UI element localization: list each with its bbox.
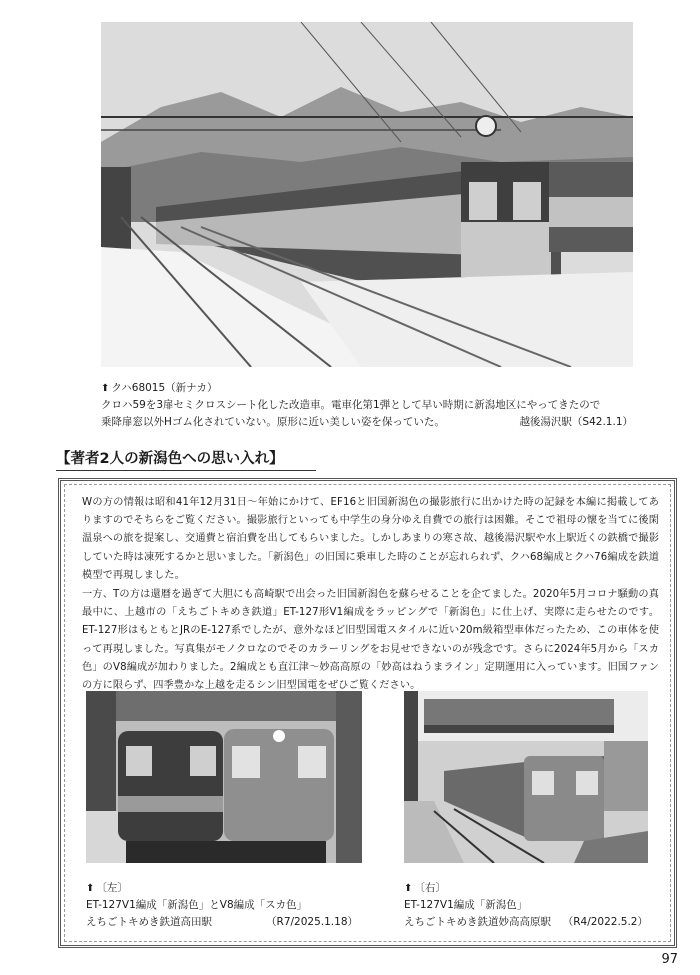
- essay-paragraph-1: Wの方の情報は昭和41年12月31日〜年始にかけて、EF16と旧国新潟色の撮影旅行に出かけた時の記録を本編に掲載してありますのでそちらをご覧ください。撮影旅行といっても中学生の身分ゆえ自費での旅行は困難。そこで祖母の懐を当てに後閑温泉への旅を提案し、交通費と宿泊費を出してもらいました。しかしあまりの寒さ故、越後湯沢駅や水上駅近くの鉄橋で撮影していた時は凍死するかと思いました。「新潟色」の旧国に乗車した時のことが忘れられず、クハ68編成とクハ76編成を鉄道模型で再現しました。: [82, 497, 659, 581]
- side-label: 〔左〕: [96, 882, 128, 894]
- caption-text: 乗降扉窓以外Hゴム化されていない。原形に近い美しい姿を保っていた。: [101, 416, 445, 428]
- car-id-label: クハ68015（新ナカ）: [111, 382, 218, 394]
- station-label: えちごトキめき鉄道妙高高原駅: [404, 916, 551, 928]
- right-photo-caption-line1: ET-127V1編成「新潟色」: [404, 899, 528, 911]
- top-photo-caption-title: [101, 380, 217, 397]
- top-train-photo: [101, 22, 633, 367]
- up-arrow-icon: ⬆: [86, 883, 95, 894]
- left-photo-caption-line2: [86, 914, 358, 931]
- page-number: 97: [661, 952, 678, 967]
- up-arrow-icon: ⬆: [101, 383, 110, 394]
- left-train-photo: [86, 691, 362, 863]
- top-photo-caption-line2: [101, 414, 633, 431]
- section-heading: 【著者2人の新潟色への思い入れ】: [56, 448, 316, 471]
- side-label: 〔右〕: [414, 882, 446, 894]
- right-train-photo: [404, 691, 648, 863]
- right-photo-caption-line2: [404, 914, 648, 931]
- essay-paragraph-2: 一方、Tの方は還暦を過ぎて大胆にも高崎駅で出会った旧国新潟色を蘇らせることを企てました。2020年5月コロナ騒動の真最中に、上越市の「えちごトキめき鉄道」ET-127形V1編成をラッピングで「新潟色」に仕上げ、実際に走らせたのです。ET-127形はもともとJRのE-127系でしたが、意外なほど旧型国電スタイルに近い20m級箱型車体だったため、この車体を使って再現しました。写真集がモノクロなのでそのカラーリングをお見せできないのが残念です。さらに2024年5月から「スカ色」のV8編成が加わりました。2編成とも直江津〜妙高高原の「妙高はねうまライン」定期運用に入っています。旧国ファンの方に限らず、四季豊かな上越を走るシン旧型国電をぜひご覧ください。: [82, 589, 659, 692]
- photo-date: （R7/2025.1.18）: [266, 916, 358, 928]
- up-arrow-icon: ⬆: [404, 883, 413, 894]
- left-photo-caption-line1: ET-127V1編成「新潟色」とV8編成「スカ色」: [86, 899, 308, 911]
- top-photo-caption-line1: クロハ59を3扉セミクロスシート化した改造車。電車化第1弾として早い時期に新潟地区にやってきたので: [101, 399, 601, 411]
- photo-date: （R4/2022.5.2）: [562, 916, 648, 928]
- location-date: 越後湯沢駅（S42.1.1）: [519, 416, 633, 428]
- left-photo-caption-title: [86, 880, 128, 897]
- station-label: えちごトキめき鉄道高田駅: [86, 916, 212, 928]
- right-photo-caption-title: [404, 880, 446, 897]
